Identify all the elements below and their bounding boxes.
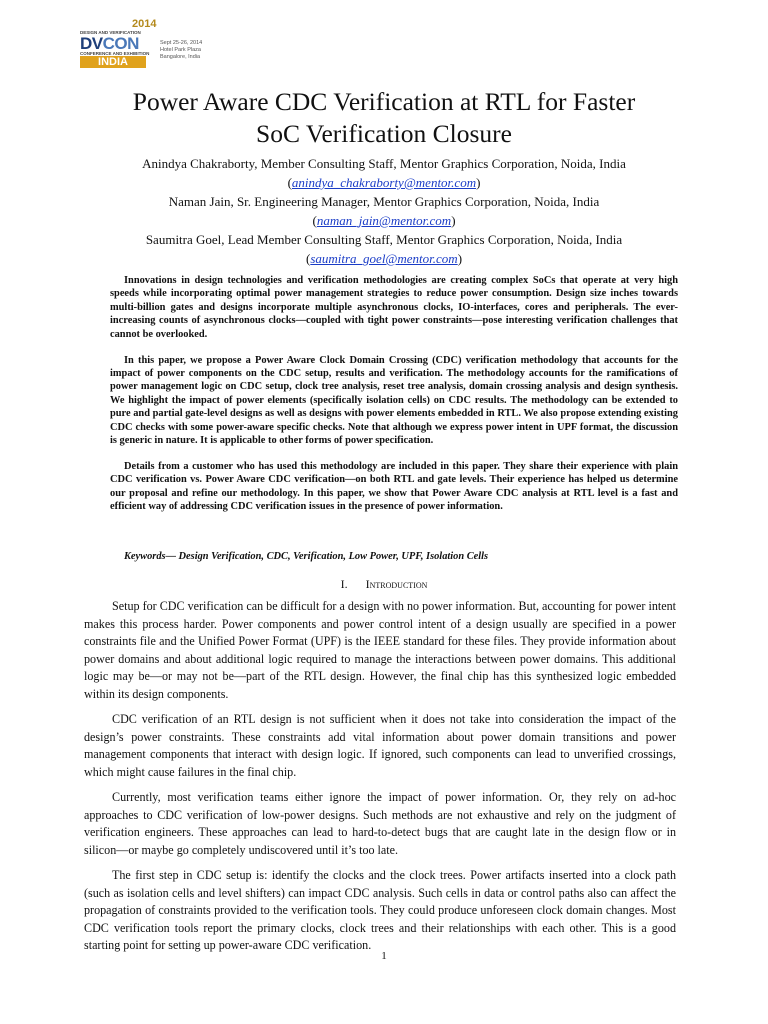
- logo-tagline-bottom: CONFERENCE AND EXHIBITION: [80, 51, 150, 56]
- logo-tagline-top: DESIGN AND VERIFICATION: [80, 30, 141, 35]
- section-number: I.: [340, 577, 348, 591]
- body-paragraph: The first step in CDC setup is: identify the clocks and the clock trees. Power artifacts inserted into a clock path (such as isolation cells and level shifters) can impact CDC analysis. Such cells in data or control paths also can affect the propagation of constraints provided to the verification tools. They could produce unforeseen clock domain changes. Most CDC verification tools report the primary clocks, clock trees and their relationships with each other. This is a good starting point for setting up power-aware CDC verification.: [84, 868, 676, 952]
- keywords: Keywords— Design Verification, CDC, Verification, Low Power, UPF, Isolation Cells: [124, 551, 489, 562]
- author-block: [40, 192, 728, 230]
- author-email-link[interactable]: anindya_chakraborty@mentor.com: [291, 175, 477, 190]
- logo-brand-con: CON: [102, 34, 139, 53]
- logo-year: 2014: [132, 18, 157, 30]
- author-affiliation: Naman Jain, Sr. Engineering Manager, Mentor Graphics Corporation, Noida, India: [168, 194, 600, 209]
- logo-brand-dv: DV: [80, 34, 103, 53]
- author-email-line: (saumitra_goel@mentor.com): [305, 251, 463, 266]
- section-heading: [40, 577, 728, 592]
- paper-title-line: SoC Verification Closure: [256, 119, 512, 148]
- abstract-paragraph: Innovations in design technologies and verification methodologies are creating complex SoCs that operate at very high speeds while incorporating optimal power management strategies to reduce power consumption. Design size inches towards multi-billion gates and designs incorporate multiple asynchronous clocks, IO-interfaces, cores and peripherals. The ever-increasing counts of asynchronous clocks—coupled with tight power constraints—pose interesting verification challenges that cannot be overlooked.: [110, 275, 678, 340]
- page-number: 1: [381, 950, 387, 962]
- body-paragraph: Currently, most verification teams either ignore the impact of power information. Or, they rely on ad-hoc approaches to CDC verification of low-power designs. Such methods are not exhaustive and rely on the judgment of verification engineers. These approaches can lead to hard-to-detect bugs that are caught late in the design flow or in silicon—or maybe go completely undiscovered until it’s too late.: [84, 790, 676, 857]
- author-email-link[interactable]: saumitra_goel@mentor.com: [310, 251, 458, 266]
- abstract: [110, 274, 678, 526]
- author-affiliation: Saumitra Goel, Lead Member Consulting Staff, Mentor Graphics Corporation, Noida, India: [145, 232, 623, 247]
- author-email-line: (anindya_chakraborty@mentor.com): [287, 175, 481, 190]
- body-paragraph: Setup for CDC verification can be difficult for a design with no power information. But, accounting for power intent makes this process harder. Power components and power control intent of a design usually are specified in a power constraints file and the Unified Power Format (UPF) is the IEEE standard for these files. They provide information about power domains and about additional logic required to manage the interactions between power domains. This additional logic may be—or may not be—part of the RTL design. However, the final chip has this synthesized logic embedded within its design components.: [84, 599, 677, 701]
- logo-region-banner: INDIA: [80, 56, 146, 68]
- paper-title: [40, 86, 728, 150]
- body-paragraph: CDC verification of an RTL design is not sufficient when it does not take into consideration the impact of the design’s power constraints. These constraints add vital information about power domain transitions and power management components that interact with design logic. If ignored, such components can lead to unverified crossings, which might cause failures in the final chip.: [84, 712, 676, 779]
- author-list: [40, 154, 728, 268]
- venue-line: Hotel Park Plaza: [160, 47, 201, 53]
- section-title: Introduction: [365, 577, 428, 591]
- venue-line: Sept 25-26, 2014: [160, 40, 203, 46]
- author-block: [40, 154, 728, 192]
- conference-logo: [80, 18, 240, 70]
- author-email-line: (naman_jain@mentor.com): [312, 213, 456, 228]
- venue-line: Bangalore, India: [160, 54, 201, 60]
- body-text: [84, 598, 676, 963]
- author-block: [40, 230, 728, 268]
- author-affiliation: Anindya Chakraborty, Member Consulting Staff, Mentor Graphics Corporation, Noida, India: [142, 156, 626, 171]
- logo-venue: [160, 40, 240, 61]
- paper-title-line: Power Aware CDC Verification at RTL for Faster: [132, 87, 636, 116]
- abstract-paragraph: In this paper, we propose a Power Aware Clock Domain Crossing (CDC) verification methodology that accounts for the impact of power components on the CDC setup, results and verification. The methodology accounts for the ramifications of power management logic on CDC setup, clock tree analysis, reset tree analysis, domain crossing analysis and design synthesis. We highlight the impact of power elements (specifically isolation cells) on CDC results. The methodology can be extended to pure and partial gate-level designs as well as designs with power elements embedded in RTL. We also propose extending existing CDC checks with some power-aware specific checks. Note that although we express power intent in UPF format, the discussion is generic in nature. It is applicable to other forms of power specification.: [110, 354, 678, 446]
- author-email-link[interactable]: naman_jain@mentor.com: [316, 213, 452, 228]
- abstract-paragraph: Details from a customer who has used this methodology are included in this paper. They share their experience with plain CDC verification vs. Power Aware CDC verification—on both RTL and gate levels. Their experience has helped us determine our proposal and refine our methodology. In this paper, we show that Power Aware CDC analysis at RTL level is a fast and efficient way of addressing CDC verification issues in the presence of power information.: [110, 460, 678, 513]
